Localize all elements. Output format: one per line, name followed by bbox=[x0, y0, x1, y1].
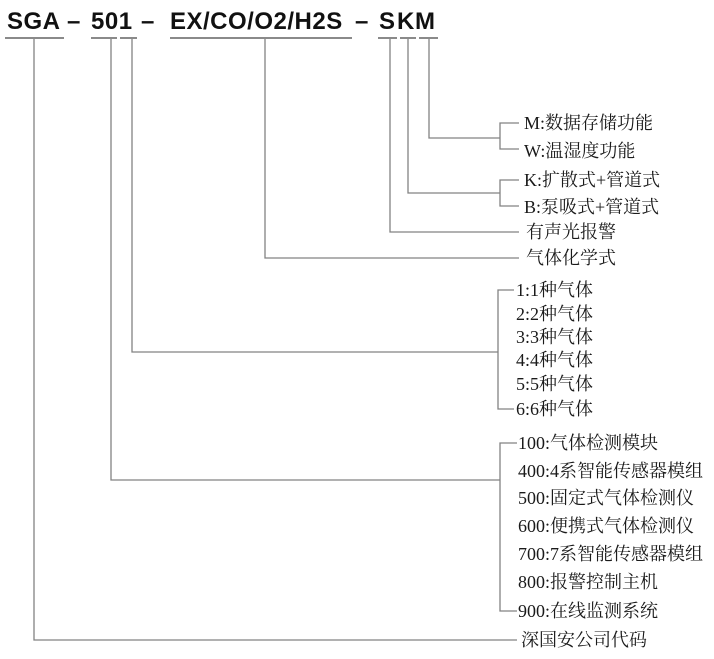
model-suffix-k: K bbox=[397, 8, 415, 35]
legend-gas-count-5: 5:5种气体 bbox=[516, 374, 594, 394]
model-series-number: 501 bbox=[91, 8, 133, 35]
legend-series-500: 500:固定式气体检测仪 bbox=[518, 488, 695, 508]
legend-gas-count-3: 3:3种气体 bbox=[516, 327, 594, 347]
legend-w-temp-humidity: W:温湿度功能 bbox=[524, 141, 636, 161]
separator-dash: – bbox=[355, 8, 369, 35]
separator-dash: – bbox=[67, 8, 81, 35]
legend-sound-light-alarm: 有声光报警 bbox=[526, 222, 616, 242]
legend-k-diffusion: K:扩散式+管道式 bbox=[524, 170, 661, 190]
legend-gas-count-6: 6:6种气体 bbox=[516, 399, 594, 419]
legend-gas-count-1: 1:1种气体 bbox=[516, 280, 594, 300]
legend-series-600: 600:便携式气体检测仪 bbox=[518, 516, 695, 536]
legend-gas-count-4: 4:4种气体 bbox=[516, 350, 594, 370]
model-suffix-m: M bbox=[415, 8, 436, 35]
legend-series-400: 400:4系智能传感器模组 bbox=[518, 461, 704, 481]
legend-series-700: 700:7系智能传感器模组 bbox=[518, 544, 704, 564]
legend-series-100: 100:气体检测模块 bbox=[518, 433, 659, 453]
separator-dash: – bbox=[141, 8, 155, 35]
legend-series-900: 900:在线监测系统 bbox=[518, 601, 659, 621]
legend-b-pump: B:泵吸式+管道式 bbox=[524, 197, 660, 217]
model-company-code: SGA bbox=[7, 8, 61, 35]
model-gas-formula: EX/CO/O2/H2S bbox=[170, 8, 343, 35]
legend-gas-chemical-formula: 气体化学式 bbox=[526, 248, 616, 268]
legend-m-storage: M:数据存储功能 bbox=[524, 113, 654, 133]
legend-company-code: 深国安公司代码 bbox=[521, 630, 647, 650]
legend-gas-count-2: 2:2种气体 bbox=[516, 304, 594, 324]
legend-series-800: 800:报警控制主机 bbox=[518, 572, 659, 592]
model-suffix-s: S bbox=[379, 8, 396, 35]
